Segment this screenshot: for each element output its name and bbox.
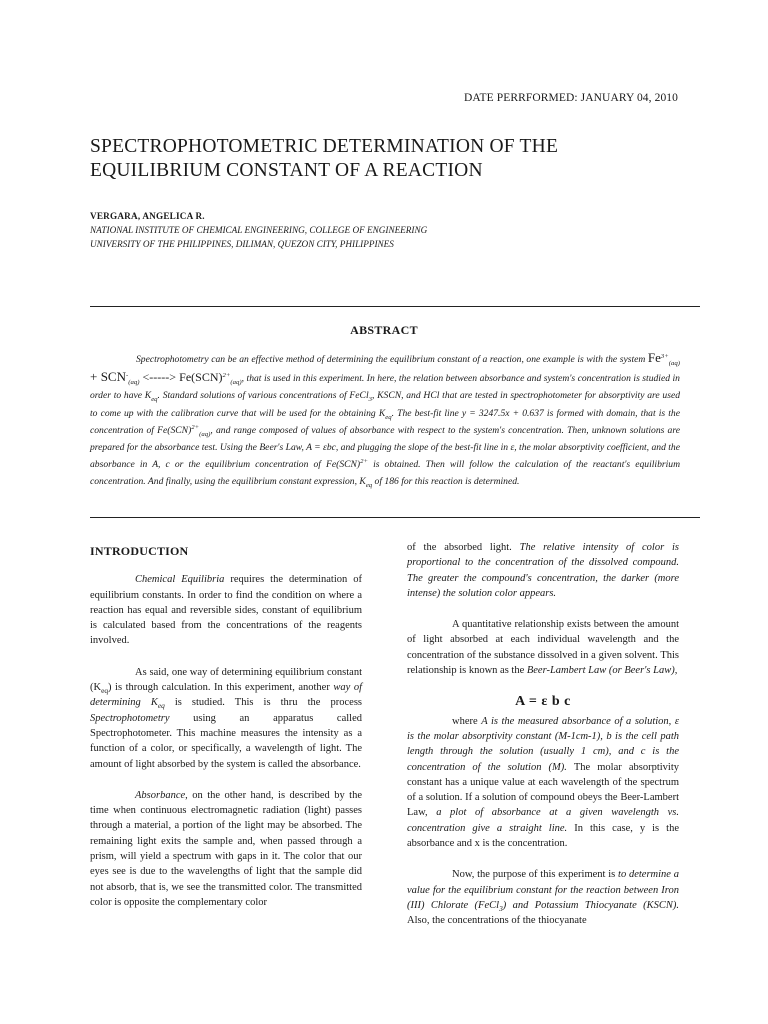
intro-paragraph-1: Chemical Equilibria requires the determination of equilibrium constants. In order to find the condition on where a reaction has equal and reversible sides, constant of equilibrium is calculated based from the concentrations of the reagents involved.	[90, 574, 362, 647]
abstract-heading: ABSTRACT	[350, 323, 418, 337]
affiliation-line-1: NATIONAL INSTITUTE OF CHEMICAL ENGINEERING, COLLEGE OF ENGINEERING	[90, 225, 428, 235]
right-paragraph-3: where A is the measured absorbance of a solution, ε is the molar absorptivity constant (M-1cm-1), b is the cell path length through the solution (usually 1 cm), and c is the concentration of the solution (M). The molar absorptivity constant has a unique value at each wavelength of the spectrum of a solution. If a solution of compound obeys the Beer-Lambert Law, a plot of absorbance at a given wavelength vs. concentration give a straight line. In this case, y is the absorbance and x is the concentration.	[407, 715, 680, 850]
intro-paragraph-2: As said, one way of determining equilibrium constant $(K_{eq})$ is through calculation. In this experiment, another way of determining $K_{eq}$ is studied. This is thru the process Spectrophotometry using an apparatus called Spectrophotometer. This machine measures the intensity as a function of a color, or specifically, a wavelength of light. The amount of light absorbed by the system is called the absorbance.	[90, 666, 362, 770]
abstract-text: Spectrophotometry can be an effective method of determining the equilibrium constant of a reaction, one example is with the system $Fe^{3+}_{(aq)} + SCN^-_{(aq)}$ <-----> Fe(SCN)$^{2+}_{(aq)}$, that is used in this experiment. In here, the relation between absorbance and system's concentration is studied in order to have $K_{eq}$. Standard solutions of various concentrations of FeCl$_3$, KSCN, and HCl that are tested in spectrophotometer for absorptivity are used to come up with the calibration curve that will be used for the obtaining $K_{eq}$. The best-fit line y = 3247.5x + 0.637 is formed with domain, that is the concentration of Fe(SCN)$^{2+}_{(aq)}$, and range composed of values of absorbance with respect to the system's concentration. Then, unknown solutions are prepared for the absorbance test. Using the Beer's Law, A = εbc, and plugging the slope of the best-fit line in ε, the molar absorptivity coefficient, and the absorbance in A, c or the equilibrium concentration of Fe(SCN)$^{2+}$ is obtained. Then will follow the calculation of the reactant's equilibrium concentration. And finally, using the equilibrium constant expression, $K_{eq}$ of 186 for this reaction is determined.	[90, 350, 681, 490]
right-paragraph-1: of the absorbed light. The relative intensity of color is proportional to the concentration of the dissolved compound. The greater the compound's concentration, the darker (more intense) the solution color appears.	[407, 542, 680, 599]
date-performed: DATE PERRFORMED: JANUARY 04, 2010	[463, 92, 678, 104]
affiliation-line-2: UNIVERSITY OF THE PHILIPPINES, DILIMAN, QUEZON CITY, PHILIPPINES	[90, 239, 394, 249]
title-line-2: EQUILIBRIUM CONSTANT OF A REACTION	[90, 160, 483, 181]
divider-bottom	[90, 517, 700, 518]
paper-title	[90, 135, 690, 183]
divider-top	[90, 306, 700, 307]
column-left	[90, 540, 362, 926]
introduction-heading: INTRODUCTION	[90, 544, 189, 558]
right-paragraph-2: A quantitative relationship exists between the amount of light absorbed at each individual wavelength and the concentration of the substance dissolved in a given solvent. This relationship is known as the Beer-Lambert Law (or Beer's Law),	[407, 619, 679, 677]
column-right	[407, 540, 679, 945]
right-paragraph-4: Now, the purpose of this experiment is to determine a value for the equilibrium constant for the reaction between Iron (III) Chlorate (FeCl$_3$) and Potassium Thiocyanate (KSCN). Also, the concentrations of the thiocyanate	[407, 869, 679, 927]
author-name: VERGARA, ANGELICA R.	[90, 211, 205, 221]
intro-paragraph-3: Absorbance, on the other hand, is described by the time when continuous electromagnetic radiation (light) passes through a material, a portion of the light may be absorbed. The remaining light exits the sample and, when passed through a prism, will yield a spectrum with gaps in it. The color that our eyes see is due to the wavelengths of light that the sample did not absorb, that is, we see the transmitted color. The transmitted color is opposite the complementary color	[90, 789, 362, 908]
beer-lambert-equation: A = ε b c	[515, 694, 571, 710]
title-line-1: SPECTROPHOTOMETRIC DETERMINATION OF THE	[90, 136, 559, 157]
author-block	[90, 209, 690, 251]
